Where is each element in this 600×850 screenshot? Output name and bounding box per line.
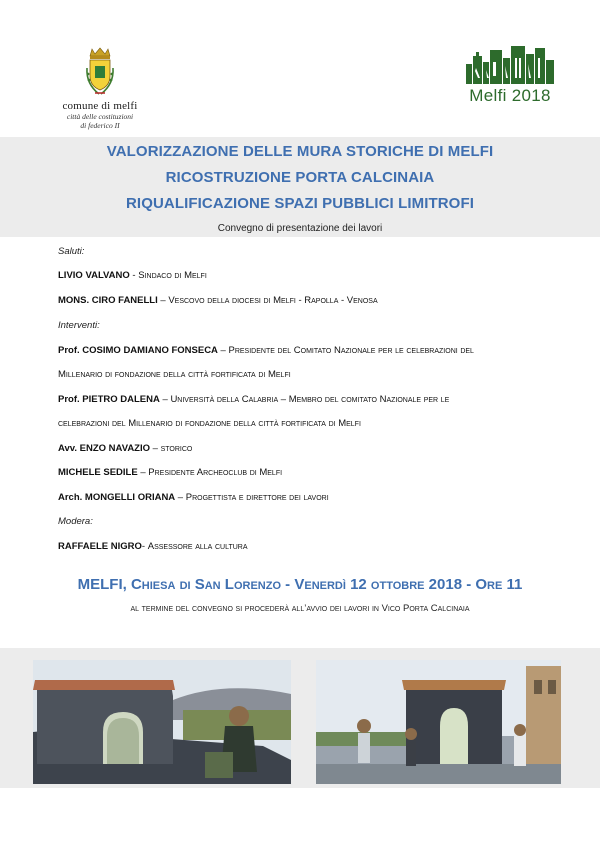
comune-tagline: città delle costituzioni bbox=[66, 112, 134, 121]
speaker-role: Assessore alla cultura bbox=[147, 541, 248, 552]
section-modera: Modera: bbox=[58, 516, 93, 527]
comune-logo bbox=[52, 46, 148, 130]
speaker-row bbox=[58, 295, 378, 306]
separator: - bbox=[129, 270, 139, 281]
speaker-row bbox=[58, 467, 282, 478]
speaker-role: Progettista e direttore dei lavori bbox=[185, 492, 329, 503]
title-line-2: RICOSTRUZIONE PORTA CALCINAIA bbox=[165, 169, 435, 186]
separator: - bbox=[141, 541, 148, 552]
speaker-role: Sindaco di Melfi bbox=[138, 270, 207, 281]
speaker-name: RAFFAELE NIGRO bbox=[58, 541, 142, 552]
event-location-date: MELFI, Chiesa di San Lorenzo - Venerdì 12 ottobre 2018 - Ore 11 bbox=[77, 576, 523, 593]
title-line-3: RIQUALIFICAZIONE SPAZI PUBBLICI LIMITROFI bbox=[126, 195, 474, 212]
comune-name: comune di melfi bbox=[62, 100, 138, 112]
speaker-row bbox=[58, 492, 329, 503]
separator: – bbox=[175, 492, 186, 503]
subtitle: Convegno di presentazione dei lavori bbox=[217, 223, 383, 234]
speaker-role: Presidente Archeoclub di Melfi bbox=[148, 467, 283, 478]
speaker-row bbox=[58, 345, 474, 356]
speaker-name: Avv. ENZO NAVAZIO bbox=[58, 443, 151, 454]
melfi-2018-logo bbox=[458, 42, 562, 106]
speaker-row bbox=[58, 394, 449, 405]
speaker-row bbox=[58, 443, 192, 454]
section-saluti: Saluti: bbox=[58, 246, 85, 257]
speaker-name: Prof. PIETRO DALENA bbox=[58, 394, 160, 405]
separator: – bbox=[137, 467, 149, 478]
speaker-name: Arch. MONGELLI ORIANA bbox=[58, 492, 176, 503]
rendering-photo-left bbox=[33, 660, 291, 784]
skyline-logo-icon bbox=[462, 42, 558, 86]
rendering-photo-right bbox=[316, 660, 561, 784]
speaker-role-continued: celebrazioni del Millenario di fondazione della città fortificata di Melfi bbox=[58, 418, 361, 429]
speaker-role: Presidente del Comitato Nazionale per le celebrazioni del bbox=[228, 345, 474, 356]
speaker-role: storico bbox=[160, 443, 193, 454]
separator: – bbox=[217, 345, 229, 356]
speaker-name: MONS. CIRO FANELLI bbox=[58, 295, 158, 306]
separator: – bbox=[159, 394, 171, 405]
speaker-role-continued: Millenario di fondazione della città fortificata di Melfi bbox=[58, 369, 291, 380]
speaker-role: Università della Calabria – Membro del comitato Nazionale per le bbox=[170, 394, 450, 405]
speaker-name: MICHELE SEDILE bbox=[58, 467, 138, 478]
separator: – bbox=[157, 295, 169, 306]
comune-tagline-2: di federico II bbox=[80, 121, 120, 130]
speaker-role: Vescovo della diocesi di Melfi - Rapolla - Venosa bbox=[168, 295, 378, 306]
speaker-row bbox=[58, 541, 248, 552]
speaker-row bbox=[58, 270, 207, 281]
speaker-name: LIVIO VALVANO bbox=[58, 270, 130, 281]
municipal-crest-icon bbox=[83, 46, 117, 98]
event-logo-text: Melfi 2018 bbox=[469, 86, 551, 105]
section-interventi: Interventi: bbox=[58, 320, 100, 331]
event-note: al termine del convegno si procederà all’avvio dei lavori in Vico Porta Calcinaia bbox=[130, 603, 470, 614]
title-line-1: VALORIZZAZIONE DELLE MURA STORICHE DI MELFI bbox=[106, 143, 494, 160]
speaker-name: Prof. COSIMO DAMIANO FONSECA bbox=[58, 345, 218, 356]
separator: – bbox=[150, 443, 161, 454]
